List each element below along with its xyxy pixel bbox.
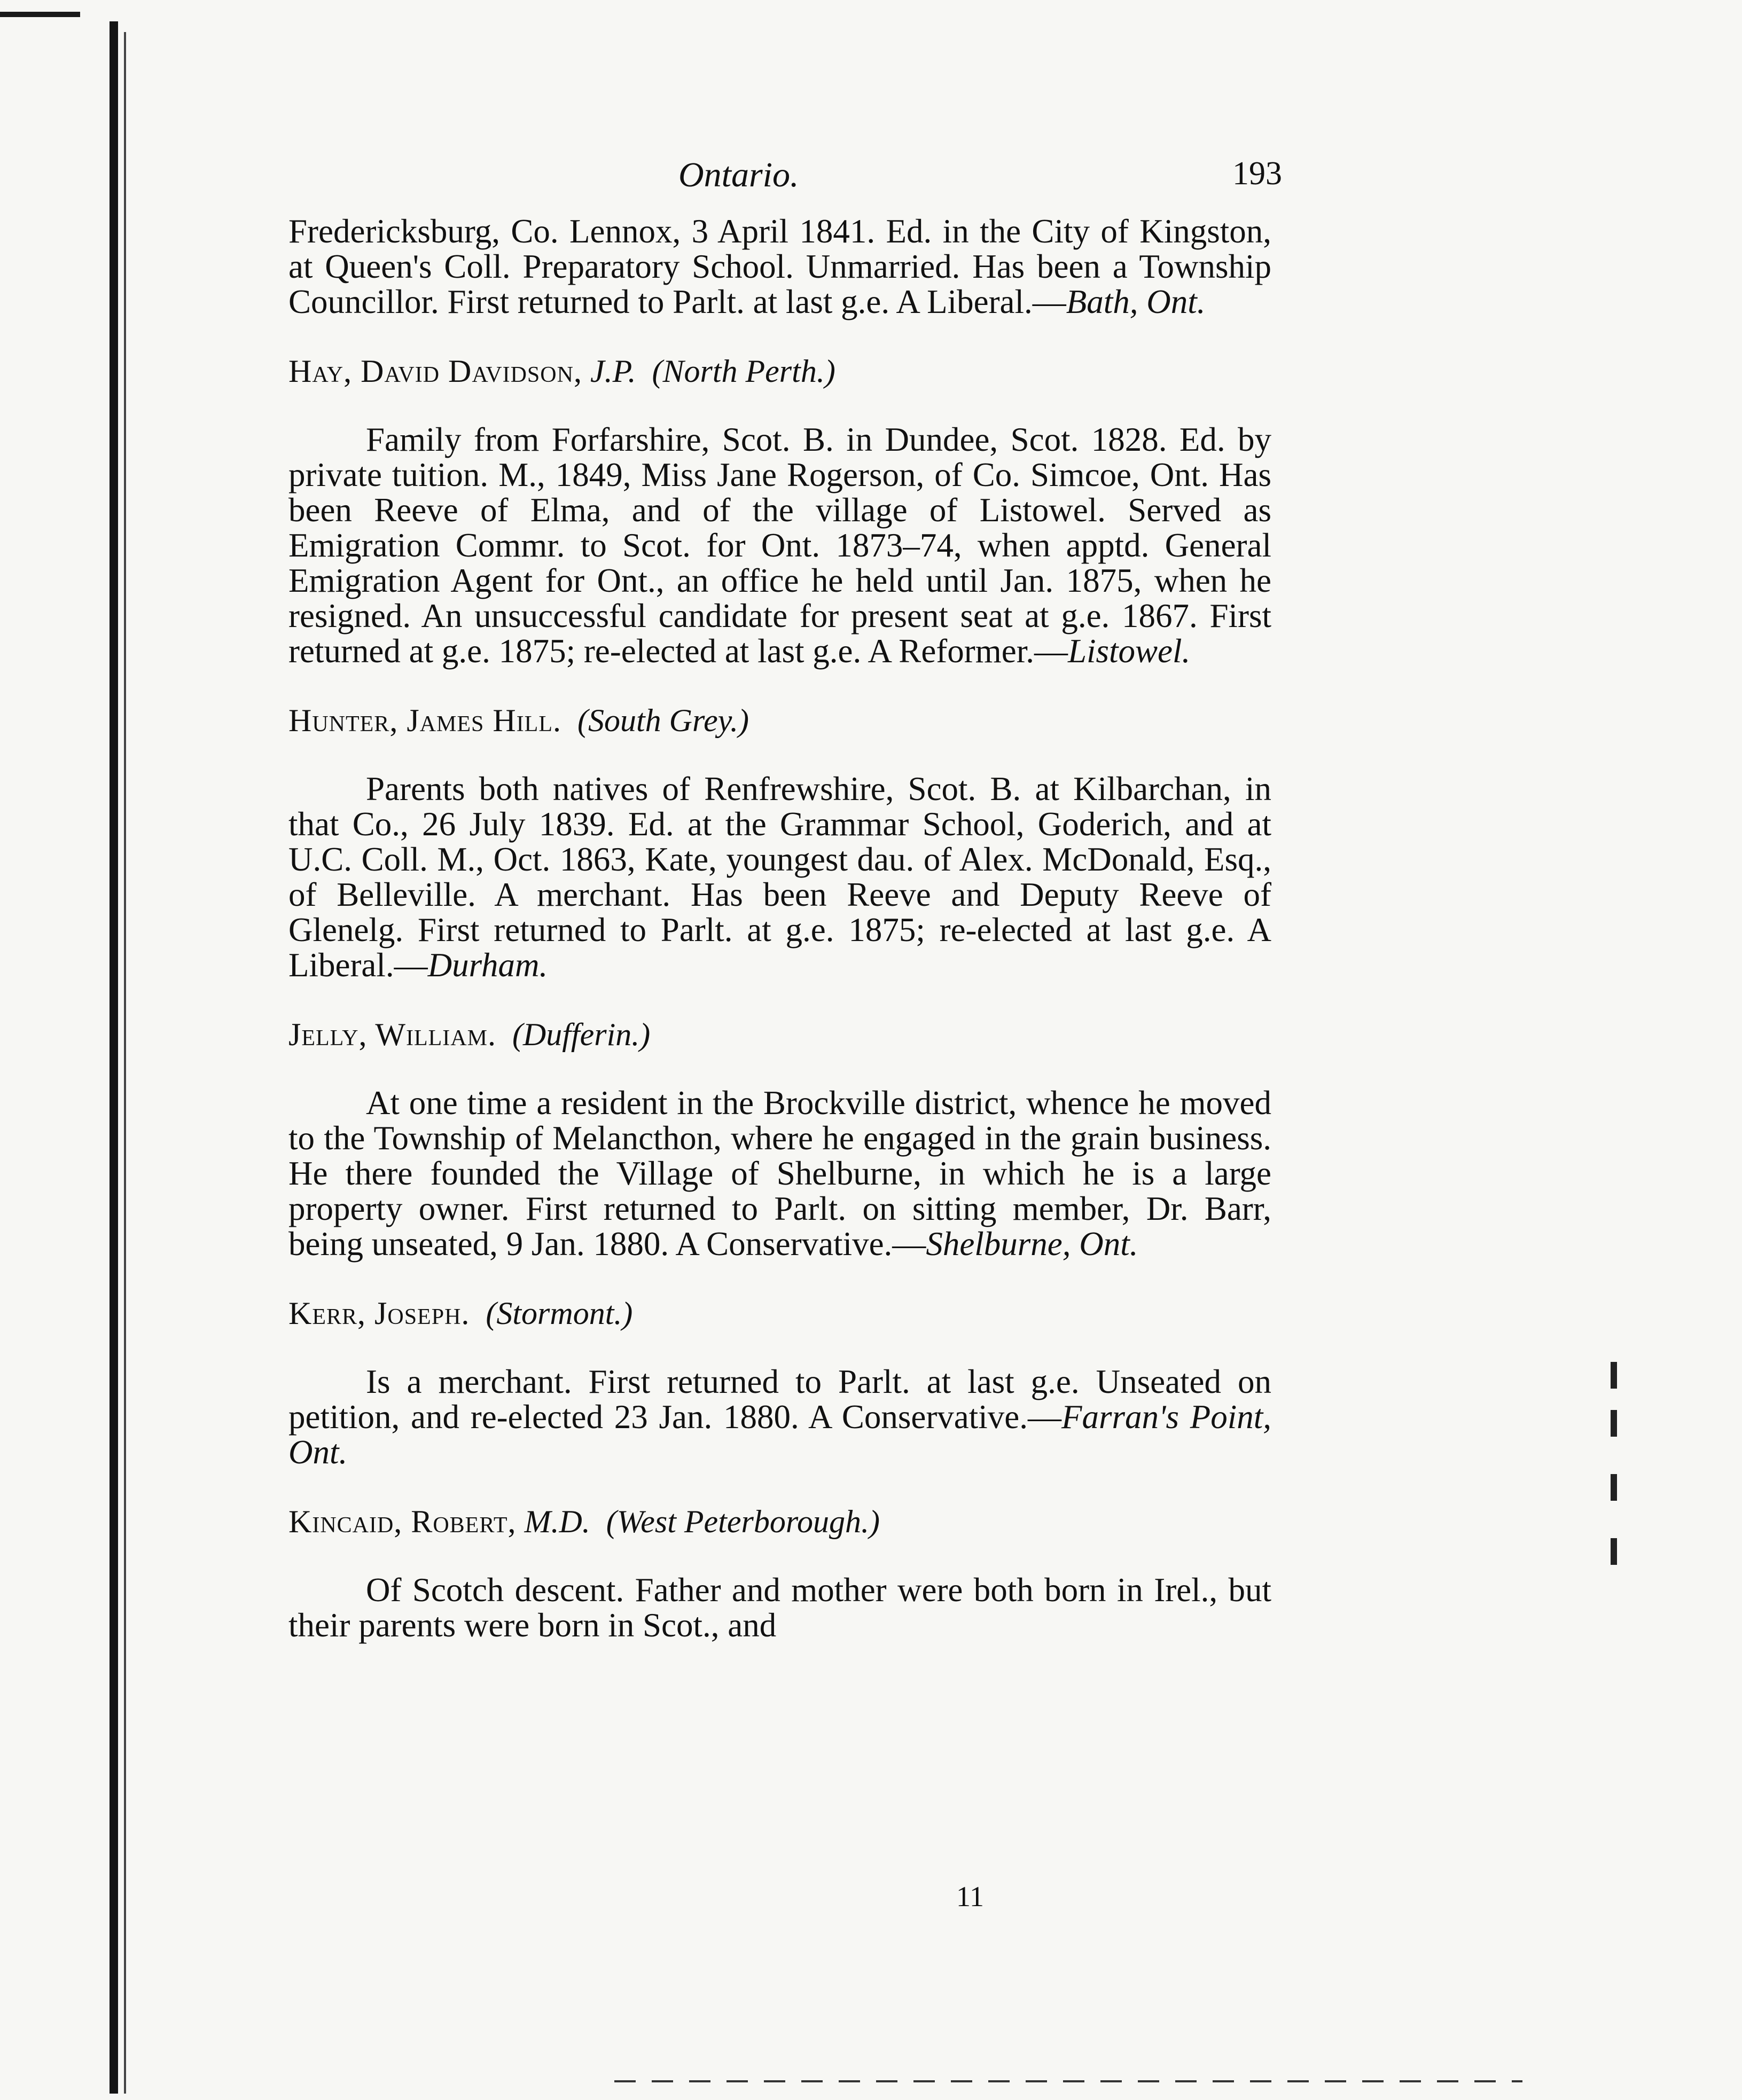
entry-body-text: Is a merchant. First returned to Parlt. at last g.e. Unseated on petition, and re-elected 23 Jan. 1880. A Conservative.— bbox=[288, 1363, 1271, 1436]
entry-body bbox=[288, 1085, 1271, 1261]
continued-entry bbox=[288, 214, 1271, 319]
scan-edge-mark bbox=[0, 12, 80, 17]
entry-honorific: J.P. bbox=[590, 354, 636, 389]
entry-heading bbox=[288, 354, 1271, 389]
entry-heading bbox=[288, 1017, 1271, 1052]
page-binding-edge bbox=[110, 21, 118, 2094]
entry-surname: Kerr, Joseph. bbox=[288, 1296, 470, 1331]
entry-surname: Jelly, William. bbox=[288, 1017, 496, 1052]
margin-mark bbox=[1611, 1538, 1617, 1565]
entry-body-text: Fredericksburg, Co. Lennox, 3 April 1841. Ed. in the City of Kingston, at Queen's Coll. Preparatory School. Unmarried. Has been a Township Councillor. First returned to Parlt. at last g.e. A Liberal.— bbox=[288, 213, 1271, 320]
entry-residence: Farran's Point, Ont. bbox=[288, 1398, 1271, 1471]
entry-body bbox=[288, 771, 1271, 983]
page-number: 193 bbox=[1232, 155, 1282, 192]
entry-body-text: Family from Forfarshire, Scot. B. in Dundee, Scot. 1828. Ed. by private tuition. M., 1849, Miss Jane Rogerson, of Co. Simcoe, Ont. Has been Reeve of Elma, and of the village of Listowel. Served as Emigration Commr. to Scot. for Ont. 1873–74, when apptd. General Emigration Agent for Ont., an office he held until Jan. 1875, when he resigned. An unsuccessful candidate for present seat at g.e. 1867. First returned at g.e. 1875; re-elected at last g.e. A Reformer.— bbox=[288, 421, 1271, 670]
entry-riding: (Dufferin.) bbox=[512, 1017, 651, 1052]
entry-body-text: At one time a resident in the Brockville district, whence he moved to the Township of Melancthon, where he engaged in the grain business. He there founded the Village of Shelburne, in which he is a large property owner. First returned to Parlt. on sitting member, Dr. Barr, being unseated, 9 Jan. 1880. A Conservative.— bbox=[288, 1084, 1271, 1263]
entry-residence: Listowel. bbox=[1067, 632, 1191, 670]
running-head: Ontario. bbox=[678, 155, 799, 194]
entry-body bbox=[288, 1364, 1271, 1470]
entry-residence: Shelburne, Ont. bbox=[926, 1225, 1138, 1263]
entry-surname: Hunter, James Hill. bbox=[288, 703, 561, 738]
entry-heading bbox=[288, 703, 1271, 738]
entry-surname: Hay, David Davidson, bbox=[288, 354, 582, 389]
signature-mark: 11 bbox=[956, 1880, 984, 1913]
entry-surname: Kincaid, Robert, bbox=[288, 1504, 517, 1539]
entry-body-text: Of Scotch descent. Father and mother were both born in Irel., but their parents were born in Scot., and bbox=[288, 1571, 1271, 1644]
entry-honorific: M.D. bbox=[524, 1504, 590, 1539]
entry-heading bbox=[288, 1504, 1271, 1539]
entry-riding: (West Peterborough.) bbox=[606, 1504, 880, 1539]
margin-mark bbox=[1611, 1362, 1617, 1389]
entry-riding: (Stormont.) bbox=[486, 1296, 633, 1331]
book-page bbox=[288, 155, 1282, 1644]
page-header bbox=[288, 155, 1282, 214]
margin-mark bbox=[1611, 1474, 1617, 1501]
entry-residence: Durham. bbox=[427, 946, 548, 984]
scan-bottom-edge bbox=[614, 2080, 1522, 2082]
entry-riding: (South Grey.) bbox=[577, 703, 749, 738]
entry-body bbox=[288, 422, 1271, 669]
margin-mark bbox=[1611, 1410, 1617, 1437]
entry-riding: (North Perth.) bbox=[652, 354, 835, 389]
entry-body-text: Parents both natives of Renfrewshire, Scot. B. at Kilbarchan, in that Co., 26 July 1839. Ed. at the Grammar School, Goderich, and at U.C. Coll. M., Oct. 1863, Kate, youngest dau. of Alex. McDonald, Esq., of Belleville. A merchant. Has been Reeve and Deputy Reeve of Glenelg. First returned to Parlt. at g.e. 1875; re-elected at last g.e. A Liberal.— bbox=[288, 770, 1271, 984]
entry-residence: Bath, Ont. bbox=[1066, 283, 1206, 320]
entry-body bbox=[288, 1572, 1271, 1643]
page-binding-shadow bbox=[124, 32, 126, 2094]
entry-heading bbox=[288, 1296, 1271, 1331]
